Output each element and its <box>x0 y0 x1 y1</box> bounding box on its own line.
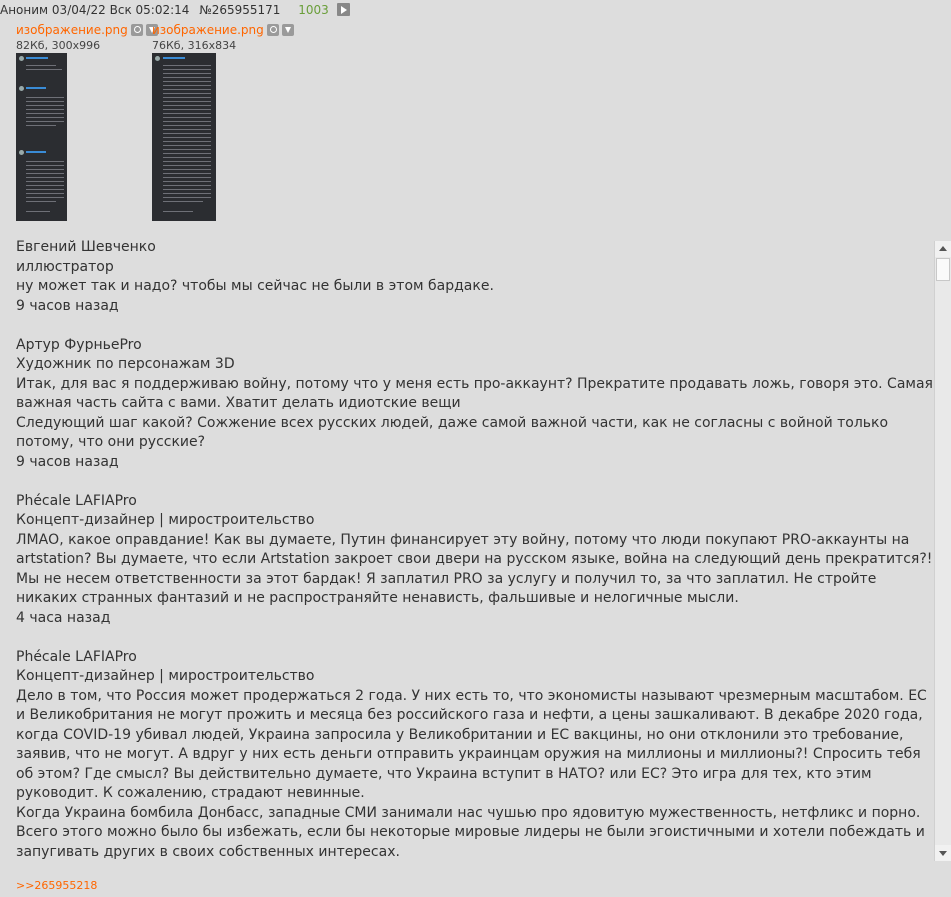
thumb-line <box>163 65 211 66</box>
blank-line <box>16 628 934 648</box>
thumb-line <box>26 173 64 174</box>
thumb-line <box>26 57 48 59</box>
thumb-line <box>26 121 64 122</box>
thumb-line <box>163 105 211 106</box>
thumb-line <box>26 211 50 212</box>
post-header <box>0 1 350 19</box>
thumb-line <box>163 77 211 78</box>
thumb-line <box>26 189 64 190</box>
search-icon[interactable] <box>267 24 279 36</box>
thumb-line <box>163 145 211 146</box>
thumb-line <box>163 193 211 194</box>
post-date: 03/04/22 Вск 05:02:14 <box>51 3 190 17</box>
thumb-line <box>163 57 185 59</box>
thumb-line <box>26 165 64 166</box>
reply-link[interactable]: >>265955218 <box>16 879 98 892</box>
thumbnail-image-2[interactable] <box>152 53 216 221</box>
thumb-line <box>26 201 56 202</box>
post-author: Аноним <box>0 3 49 17</box>
thumbnail-image-1[interactable] <box>16 53 67 221</box>
thumb-line <box>26 193 64 194</box>
message-line: Итак, для вас я поддерживаю войну, потому что у меня есть про-аккаунт? Прекратите продавать ложь, говоря это. Самая важная часть сайта с вами. Хватит делать идиотские вещи <box>16 375 933 411</box>
scroll-down-arrow-icon[interactable] <box>935 845 951 861</box>
message-line: Phécale LAFIAPro <box>16 492 137 509</box>
message-line: Phécale LAFIAPro <box>16 648 137 665</box>
thumb-line <box>163 97 211 98</box>
message-line: 4 часа назад <box>16 609 111 626</box>
message-line: 9 часов назад <box>16 297 119 314</box>
message-line: Художник по персонажам 3D <box>16 356 235 372</box>
thumb-line <box>163 211 193 212</box>
thumb-line <box>163 141 211 142</box>
thumb-line <box>163 89 211 90</box>
thumb-line <box>163 189 211 190</box>
scrollbar[interactable] <box>934 241 951 861</box>
thumb-avatar <box>19 86 24 91</box>
thumb-line <box>26 151 46 153</box>
message-line: 9 часов назад <box>16 453 119 470</box>
scroll-up-arrow-icon[interactable] <box>935 241 951 257</box>
download-icon[interactable] <box>282 24 294 36</box>
thumb-line <box>163 133 211 134</box>
post-message <box>16 238 934 862</box>
post-number[interactable]: №265955171 <box>199 3 281 17</box>
thumb-avatar <box>155 56 160 61</box>
thumb-line <box>163 185 211 186</box>
file-meta: 82Кб, 300x996 <box>16 39 101 52</box>
thumb-line <box>26 125 56 126</box>
thumb-line <box>163 81 211 82</box>
file-name-link[interactable]: изображение.png <box>16 23 128 37</box>
message-line: иллюстратор <box>16 258 114 275</box>
thumb-line <box>26 197 64 198</box>
thumb-avatar <box>19 150 24 155</box>
thumb-line <box>163 109 211 110</box>
thumb-line <box>163 169 211 170</box>
file-2 <box>152 22 294 53</box>
thumb-line <box>26 105 64 106</box>
thumb-line <box>163 165 211 166</box>
message-line: ну может так и надо? чтобы мы сейчас не были в этом бардаке. <box>16 278 494 294</box>
thumb-line <box>163 85 211 86</box>
thumb-line <box>163 201 203 202</box>
thumb-line <box>163 137 211 138</box>
thumb-line <box>163 69 211 70</box>
blank-line <box>16 472 934 492</box>
thumb-line <box>163 113 211 114</box>
thumb-line <box>163 153 211 154</box>
message-line: Концепт-дизайнер | миростроительство <box>16 512 315 528</box>
thumb-avatar <box>19 56 24 61</box>
thumb-line <box>26 101 64 102</box>
thumb-line <box>163 129 211 130</box>
message-line: ЛМАО, какое оправдание! Как вы думаете, Путин финансирует эту войну, потому что люди покупают PRO-аккаунты на artstation? Вы думаете, что если Artstation закроет свои двери на русском языке, война на следующий день прекратится?! Мы не несем ответственности за этот бардак! Я заплатил PRO за услугу и получил то, за что заплатил. Не стройте никаких странных фантазий и не распространяйте ненависть, фальшивые и нелогичные мысли. <box>16 531 933 606</box>
file-1 <box>16 22 158 53</box>
file-meta: 76Кб, 316x834 <box>152 39 237 52</box>
thumb-line <box>26 65 56 66</box>
play-icon[interactable] <box>337 3 350 16</box>
thumb-line <box>163 161 211 162</box>
scrollbar-thumb[interactable] <box>936 258 950 281</box>
thumb-line <box>163 125 211 126</box>
thumb-line <box>163 117 211 118</box>
thumb-line <box>163 197 211 198</box>
message-line: Следующий шаг какой? Сожжение всех русских людей, даже самой важной части, как не согласны с войной только потому, что они русские? <box>16 414 889 450</box>
thumb-line <box>163 93 211 94</box>
thumb-line <box>26 169 64 170</box>
thumb-line <box>163 73 211 74</box>
search-icon[interactable] <box>131 24 143 36</box>
message-line: Когда Украина бомбила Донбасс, западные СМИ занимали нас чушью про ядовитую мужественность, нетфликс и порно. Всего этого можно было бы избежать, если бы некоторые мировые лидеры не были эгоистичными и хотели побеждать и запугивать других в своих собственных интересах. <box>16 804 925 860</box>
thumb-line <box>26 117 64 118</box>
file-name-link[interactable]: изображение.png <box>152 23 264 37</box>
thumb-line <box>163 121 211 122</box>
message-line: Артур ФурньеPro <box>16 336 142 353</box>
thumb-line <box>26 113 64 114</box>
thumb-line <box>26 185 64 186</box>
thumb-line <box>163 177 211 178</box>
thumb-line <box>26 109 64 110</box>
thumb-line <box>26 97 64 98</box>
message-line: Концепт-дизайнер | миростроительство <box>16 668 315 684</box>
post-count: 1003 <box>298 3 329 17</box>
thumb-line <box>26 177 64 178</box>
thumb-line <box>26 181 64 182</box>
thumb-line <box>26 69 62 70</box>
thumb-line <box>163 149 211 150</box>
thumb-line <box>163 157 211 158</box>
message-line: Евгений Шевченко <box>16 239 156 255</box>
blank-line <box>16 316 934 336</box>
thumb-line <box>163 181 211 182</box>
thumb-line <box>26 87 46 89</box>
thumb-line <box>163 173 211 174</box>
thumb-line <box>26 161 64 162</box>
thumb-line <box>163 101 211 102</box>
message-line: Дело в том, что Россия может продержаться 2 года. У них есть то, что экономисты называют чрезмерным масштабом. ЕС и Великобритания не могут прожить и месяца без российского газа и нефти, а цены зашкаливают. В декабре 2020 года, когда COVID-19 убивал людей, Украина запросила у Великобритании и ЕС вакцины, но они отклонили это требование, заявив, что не могут. А вдруг у них есть деньги отправить украинцам оружия на миллионы и миллионы?! Спросить тебя об этом? Где смысл? Вы действительно думаете, что Украина вступит в НАТО? или ЕС? Это игра для тех, кто этим руководит. К сожалению, страдают невинные. <box>16 687 927 801</box>
